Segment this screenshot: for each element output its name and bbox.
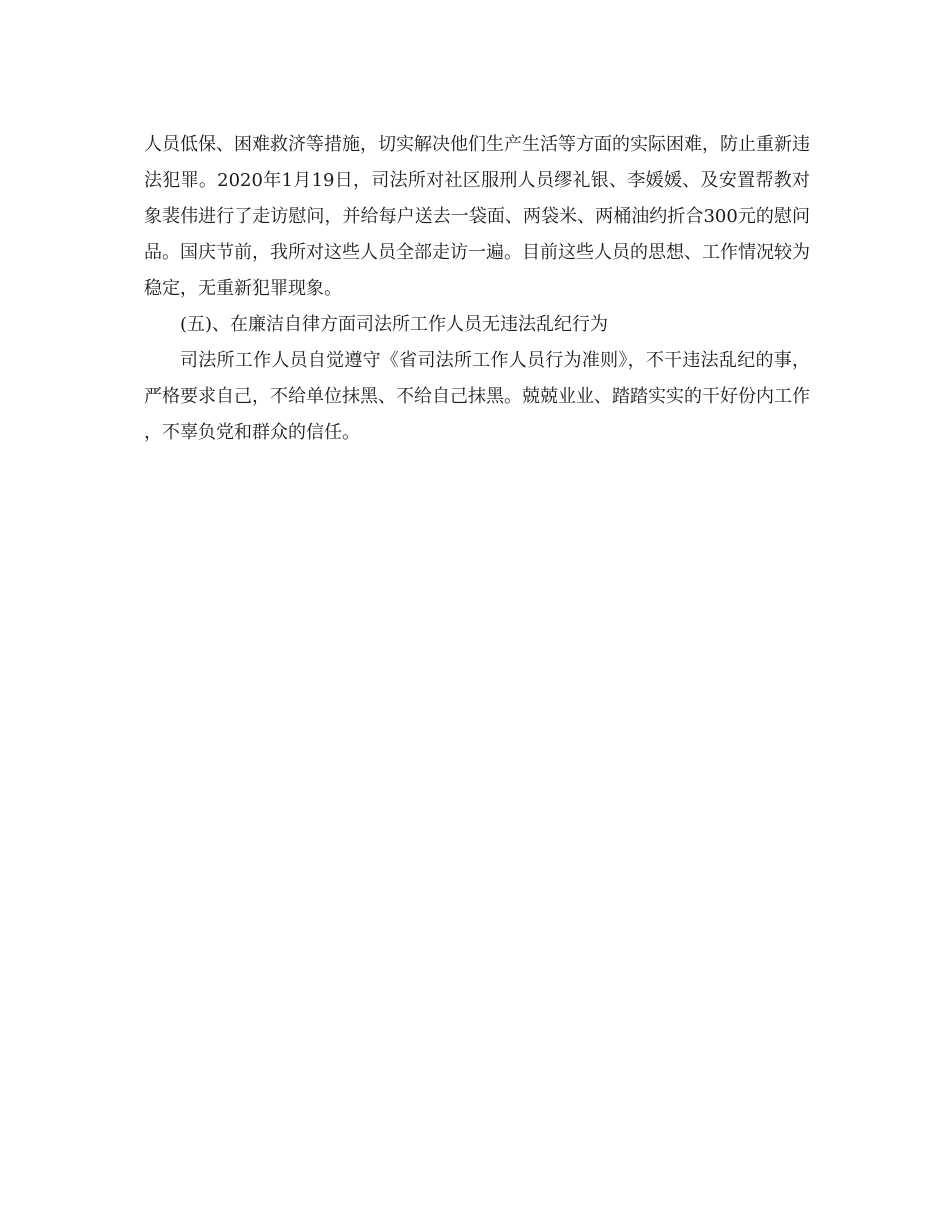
document-body bbox=[144, 127, 810, 451]
body-paragraph-continuation: 人员低保、困难救济等措施，切实解决他们生产生活等方面的实际困难，防止重新违法犯罪。2020年1月19日，司法所对社区服刑人员缪礼银、李媛媛、及安置帮教对象裴伟进行了走访慰问，并给每户送去一袋面、两袋米、两桶油约折合300元的慰问品。国庆节前，我所对这些人员全部走访一遍。目前这些人员的思想、工作情况较为稳定，无重新犯罪现象。 bbox=[144, 134, 810, 299]
section-heading-five: (五)、在廉洁自律方面司法所工作人员无违法乱纪行为 bbox=[180, 314, 609, 335]
body-paragraph-integrity: 司法所工作人员自觉遵守《省司法所工作人员行为准则》，不干违法乱纪的事，严格要求自己，不给单位抹黑、不给自己抹黑。兢兢业业、踏踏实实的干好份内工作，不辜负党和群众的信任。 bbox=[144, 350, 810, 443]
